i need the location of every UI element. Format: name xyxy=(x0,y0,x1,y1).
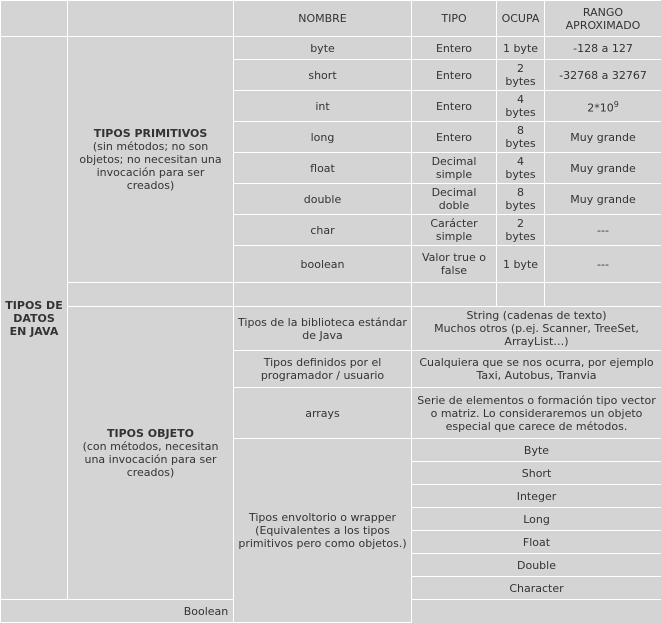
cell-nombre: byte xyxy=(234,37,412,60)
cell-tipo: Decimal doble xyxy=(412,184,497,215)
wrapper-item: Double xyxy=(412,554,661,577)
spacer-row xyxy=(1,283,661,307)
primitivos-subtitle: (sin métodos; no son objetos; no necesitan una invocación para ser creados) xyxy=(79,140,221,192)
wrapper-item: Boolean xyxy=(1,600,412,623)
primitivos-group xyxy=(68,37,234,283)
side-label: TIPOS DE DATOS EN JAVA xyxy=(1,37,68,600)
header-rango: RANGO APROXIMADO xyxy=(545,1,661,37)
cell-tipo: Entero xyxy=(412,60,497,91)
header-ocupa: OCUPA xyxy=(497,1,545,37)
cell-rango: Muy grande xyxy=(545,153,661,184)
biblioteca-label: Tipos de la biblioteca estándar de Java xyxy=(234,307,412,351)
spacer-cell xyxy=(545,283,661,307)
cell-rango: Muy grande xyxy=(545,184,661,215)
wrapper-item: Integer xyxy=(412,485,661,508)
cell-ocupa: 8 bytes xyxy=(497,122,545,153)
objeto-group xyxy=(68,307,234,600)
cell-tipo: Entero xyxy=(412,122,497,153)
cell-nombre: double xyxy=(234,184,412,215)
cell-ocupa: 2 bytes xyxy=(497,215,545,246)
rango-base: 2*10 xyxy=(587,101,614,114)
cell-ocupa: 4 bytes xyxy=(497,91,545,122)
cell-nombre: boolean xyxy=(234,246,412,283)
cell-nombre: float xyxy=(234,153,412,184)
cell-tipo: Carácter simple xyxy=(412,215,497,246)
programador-label: Tipos definidos por el programador / usuario xyxy=(234,351,412,388)
cell-ocupa: 1 byte xyxy=(497,37,545,60)
spacer-cell xyxy=(234,283,412,307)
header-tipo: TIPO xyxy=(412,1,497,37)
cell-rango: -128 a 127 xyxy=(545,37,661,60)
cell-rango: -32768 a 32767 xyxy=(545,60,661,91)
wrapper-item: Long xyxy=(412,508,661,531)
header-row xyxy=(1,1,661,37)
cell-rango: --- xyxy=(545,246,661,283)
wrapper-item: Float xyxy=(412,531,661,554)
primitivos-title: TIPOS PRIMITIVOS xyxy=(94,127,208,140)
cell-rango: Muy grande xyxy=(545,122,661,153)
wrapper-item: Short xyxy=(412,462,661,485)
cell-nombre: long xyxy=(234,122,412,153)
cell-tipo: Decimal simple xyxy=(412,153,497,184)
cell-rango xyxy=(545,91,661,122)
biblioteca-value xyxy=(412,307,661,351)
cell-nombre: short xyxy=(234,60,412,91)
header-blank-side xyxy=(1,1,68,37)
cell-ocupa: 8 bytes xyxy=(497,184,545,215)
wrapper-item: Byte xyxy=(412,439,661,462)
biblioteca-line2: Muchos otros (p.ej. Scanner, TreeSet, ArrayList…) xyxy=(434,322,639,348)
objeto-title: TIPOS OBJETO xyxy=(107,427,194,440)
objeto-subtitle: (con métodos, necesitan una invocación para ser creados) xyxy=(83,440,219,479)
table-row xyxy=(1,37,661,60)
cell-ocupa: 4 bytes xyxy=(497,153,545,184)
biblioteca-line1: String (cadenas de texto) xyxy=(466,309,606,322)
wrapper-label: Tipos envoltorio o wrapper (Equivalentes a los tipos primitivos pero como objetos.) xyxy=(234,439,412,623)
arrays-label: arrays xyxy=(234,388,412,439)
spacer-cell xyxy=(412,283,497,307)
cell-ocupa: 2 bytes xyxy=(497,60,545,91)
cell-ocupa: 1 byte xyxy=(497,246,545,283)
rango-exponent: 9 xyxy=(614,100,619,109)
cell-tipo: Entero xyxy=(412,37,497,60)
cell-tipo: Valor true o false xyxy=(412,246,497,283)
header-blank-group xyxy=(68,1,234,37)
cell-rango: --- xyxy=(545,215,661,246)
arrays-value: Serie de elementos o formación tipo vector o matriz. Lo consideraremos un objeto especial que carece de métodos. xyxy=(412,388,661,439)
programador-value: Cualquiera que se nos ocurra, por ejemplo Taxi, Autobus, Tranvia xyxy=(412,351,661,388)
cell-nombre: char xyxy=(234,215,412,246)
cell-tipo: Entero xyxy=(412,91,497,122)
table-row xyxy=(1,600,661,623)
cell-nombre: int xyxy=(234,91,412,122)
header-nombre: NOMBRE xyxy=(234,1,412,37)
wrapper-item: Character xyxy=(412,577,661,600)
spacer-cell xyxy=(497,283,545,307)
table-row xyxy=(1,307,661,351)
spacer-cell xyxy=(68,283,234,307)
